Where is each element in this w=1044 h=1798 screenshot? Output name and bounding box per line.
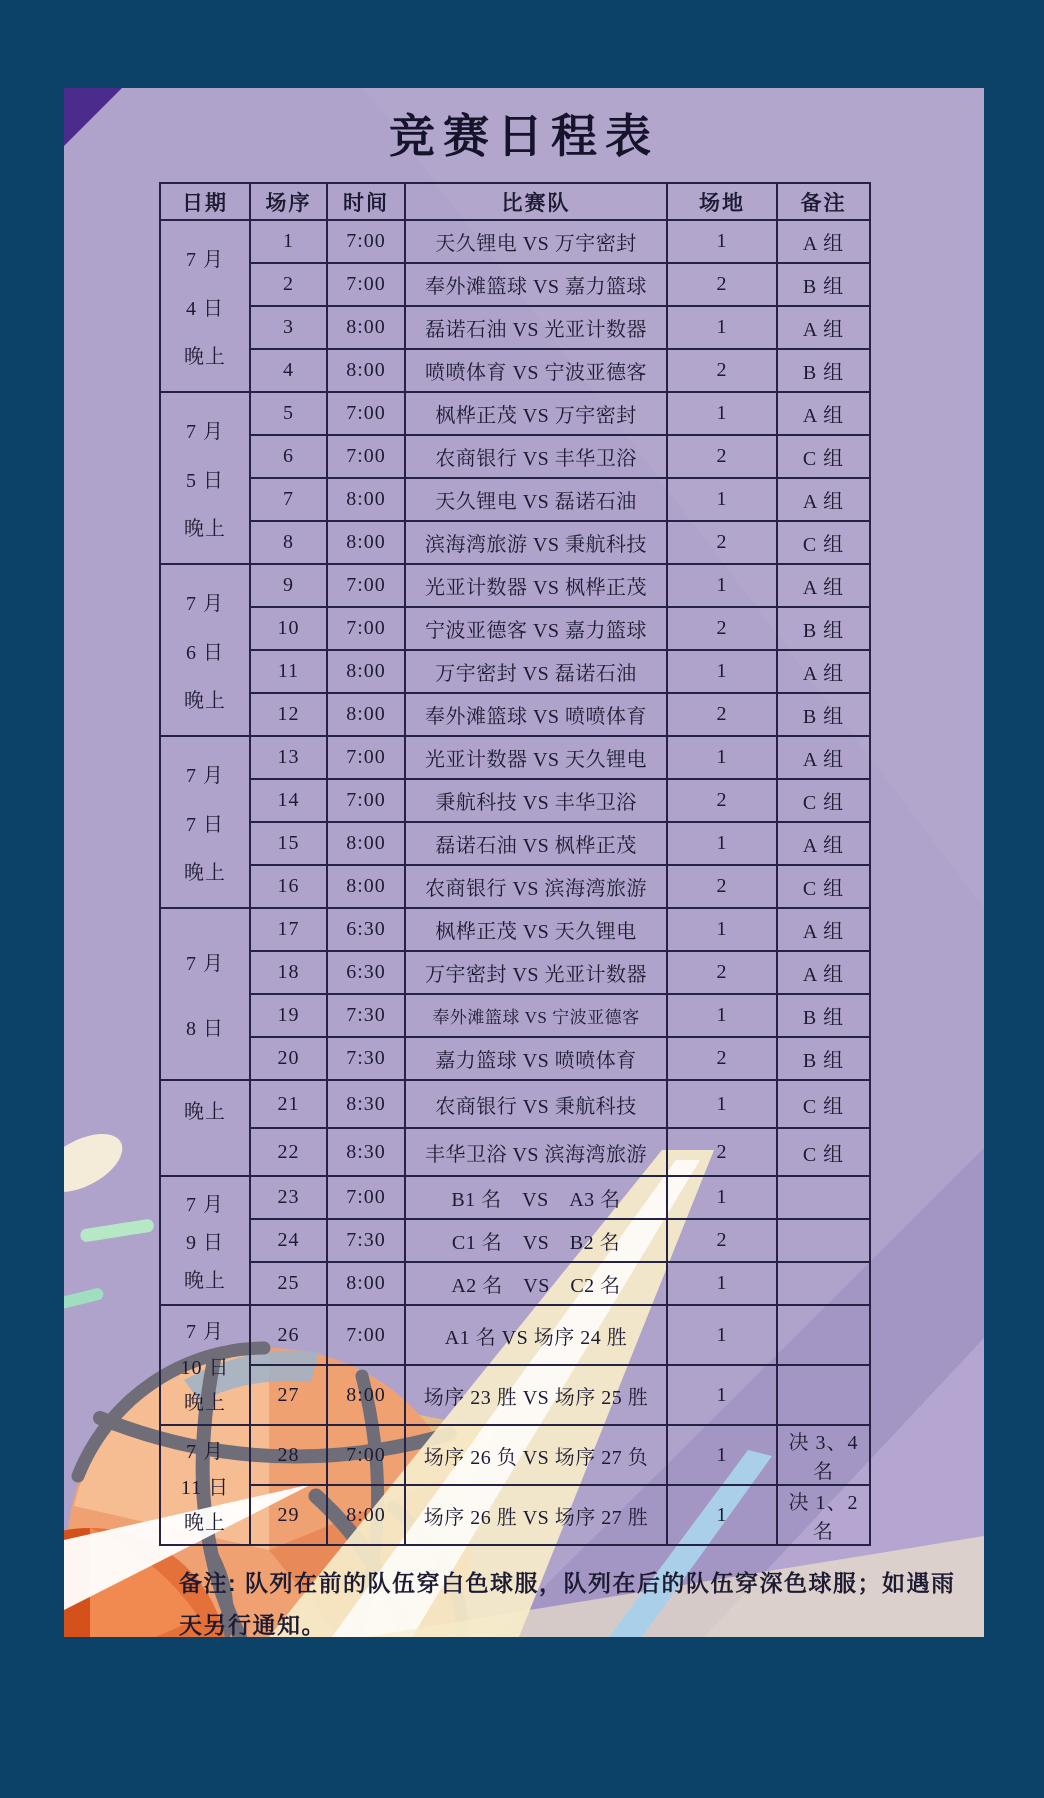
note-cell <box>777 1176 870 1219</box>
date-line: 7 月 <box>186 764 224 787</box>
time-cell: 7:00 <box>327 564 405 607</box>
note-cell <box>777 1219 870 1262</box>
match-no-cell: 27 <box>250 1365 327 1425</box>
date-line: 晚上 <box>184 1512 226 1535</box>
date-cell <box>160 908 250 1080</box>
teams-cell: 天久锂电 VS 万宇密封 <box>405 220 667 263</box>
date-line: 9 日 <box>186 1232 224 1254</box>
table-row <box>160 521 870 564</box>
match-no-cell: 17 <box>250 908 327 951</box>
table-row <box>160 1305 870 1365</box>
table-row <box>160 908 870 951</box>
match-no-cell: 2 <box>250 263 327 306</box>
teams-cell: 万宇密封 VS 磊诺石油 <box>405 650 667 693</box>
court-cell: 1 <box>667 392 777 435</box>
note-cell: A 组 <box>777 822 870 865</box>
table-row <box>160 435 870 478</box>
table-row <box>160 1365 870 1425</box>
note-cell <box>777 1262 870 1305</box>
teams-cell: 农商银行 VS 丰华卫浴 <box>405 435 667 478</box>
match-no-cell: 13 <box>250 736 327 779</box>
table-row <box>160 220 870 263</box>
match-no-cell: 7 <box>250 478 327 521</box>
match-no-cell: 15 <box>250 822 327 865</box>
date-cell <box>160 392 250 564</box>
note-cell: C 组 <box>777 779 870 822</box>
table-row <box>160 1080 870 1128</box>
note-cell: 决 3、4 名 <box>777 1425 870 1485</box>
match-no-cell: 6 <box>250 435 327 478</box>
match-no-cell: 4 <box>250 349 327 392</box>
date-line: 4 日 <box>186 297 224 320</box>
note-cell <box>777 1365 870 1425</box>
match-no-cell: 19 <box>250 994 327 1037</box>
match-no-cell: 5 <box>250 392 327 435</box>
match-no-cell: 26 <box>250 1305 327 1365</box>
court-cell: 2 <box>667 951 777 994</box>
date-line: 晚上 <box>184 1392 226 1415</box>
date-line: 7 月 <box>186 953 224 975</box>
date-line: 5 日 <box>186 469 224 492</box>
teams-cell: A1 名 VS 场序 24 胜 <box>405 1305 667 1365</box>
table-row <box>160 564 870 607</box>
court-cell: 1 <box>667 1485 777 1545</box>
match-no-cell: 24 <box>250 1219 327 1262</box>
match-no-cell: 21 <box>250 1080 327 1128</box>
match-no-cell: 12 <box>250 693 327 736</box>
time-cell: 7:00 <box>327 263 405 306</box>
teams-cell: B1 名 VS A3 名 <box>405 1176 667 1219</box>
note-cell: A 组 <box>777 908 870 951</box>
time-cell: 8:00 <box>327 478 405 521</box>
time-cell: 7:00 <box>327 779 405 822</box>
teams-cell: 滨海湾旅游 VS 秉航科技 <box>405 521 667 564</box>
court-cell: 1 <box>667 1080 777 1128</box>
time-cell: 7:00 <box>327 1425 405 1485</box>
table-row <box>160 349 870 392</box>
table-row <box>160 951 870 994</box>
date-line: 晚上 <box>184 690 226 713</box>
note-cell: A 组 <box>777 736 870 779</box>
court-cell: 1 <box>667 564 777 607</box>
date-line: 晚上 <box>184 518 226 541</box>
note-cell: A 组 <box>777 306 870 349</box>
court-cell: 1 <box>667 220 777 263</box>
note-cell: B 组 <box>777 693 870 736</box>
time-cell: 8:00 <box>327 306 405 349</box>
note-cell <box>777 1305 870 1365</box>
court-cell: 1 <box>667 736 777 779</box>
court-cell: 2 <box>667 607 777 650</box>
court-cell: 2 <box>667 263 777 306</box>
table-row <box>160 306 870 349</box>
date-line: 7 月 <box>186 420 224 443</box>
teams-cell: 磊诺石油 VS 枫桦正茂 <box>405 822 667 865</box>
match-no-cell: 29 <box>250 1485 327 1545</box>
court-cell: 1 <box>667 306 777 349</box>
teams-cell: 奉外滩篮球 VS 喷喷体育 <box>405 693 667 736</box>
match-no-cell: 14 <box>250 779 327 822</box>
column-header-time: 时间 <box>327 183 405 220</box>
note-cell: A 组 <box>777 478 870 521</box>
teams-cell: 天久锂电 VS 磊诺石油 <box>405 478 667 521</box>
teams-cell: 奉外滩篮球 VS 嘉力篮球 <box>405 263 667 306</box>
time-cell: 8:00 <box>327 1262 405 1305</box>
column-header-match-no: 场序 <box>250 183 327 220</box>
date-cell <box>160 1080 250 1176</box>
teams-cell: 场序 23 胜 VS 场序 25 胜 <box>405 1365 667 1425</box>
date-cell <box>160 1176 250 1305</box>
time-cell: 7:00 <box>327 435 405 478</box>
time-cell: 8:30 <box>327 1080 405 1128</box>
court-cell: 2 <box>667 521 777 564</box>
date-line: 11 日 <box>180 1476 230 1499</box>
date-line: 7 日 <box>186 813 224 836</box>
table-row <box>160 865 870 908</box>
date-line: 6 日 <box>186 641 224 664</box>
date-line: 晚上 <box>184 1101 226 1123</box>
court-cell: 2 <box>667 779 777 822</box>
match-no-cell: 8 <box>250 521 327 564</box>
table-row <box>160 1219 870 1262</box>
table-row <box>160 650 870 693</box>
court-cell: 1 <box>667 478 777 521</box>
court-cell: 1 <box>667 1262 777 1305</box>
time-cell: 7:00 <box>327 392 405 435</box>
time-cell: 7:00 <box>327 1305 405 1365</box>
court-cell: 1 <box>667 1176 777 1219</box>
court-cell: 2 <box>667 1219 777 1262</box>
time-cell: 8:00 <box>327 349 405 392</box>
court-cell: 2 <box>667 1037 777 1080</box>
court-cell: 1 <box>667 1365 777 1425</box>
time-cell: 8:00 <box>327 1485 405 1545</box>
table-row <box>160 1262 870 1305</box>
schedule-poster <box>64 88 984 1637</box>
time-cell: 7:30 <box>327 994 405 1037</box>
court-cell: 1 <box>667 822 777 865</box>
time-cell: 8:00 <box>327 1365 405 1425</box>
teams-cell: 嘉力篮球 VS 喷喷体育 <box>405 1037 667 1080</box>
time-cell: 6:30 <box>327 951 405 994</box>
note-cell: C 组 <box>777 1128 870 1176</box>
note-cell: C 组 <box>777 521 870 564</box>
match-no-cell: 18 <box>250 951 327 994</box>
court-cell: 2 <box>667 349 777 392</box>
note-cell: B 组 <box>777 263 870 306</box>
teams-cell: 农商银行 VS 秉航科技 <box>405 1080 667 1128</box>
table-row <box>160 822 870 865</box>
column-header-court: 场地 <box>667 183 777 220</box>
teams-cell: 宁波亚德客 VS 嘉力篮球 <box>405 607 667 650</box>
match-no-cell: 20 <box>250 1037 327 1080</box>
teams-cell: 农商银行 VS 滨海湾旅游 <box>405 865 667 908</box>
time-cell: 7:30 <box>327 1219 405 1262</box>
note-cell: A 组 <box>777 220 870 263</box>
table-row <box>160 779 870 822</box>
match-no-cell: 9 <box>250 564 327 607</box>
table-row <box>160 478 870 521</box>
page-title: 竞赛日程表 <box>389 110 659 162</box>
header-row <box>160 183 870 220</box>
date-cell <box>160 736 250 908</box>
teams-cell: 磊诺石油 VS 光亚计数器 <box>405 306 667 349</box>
date-line: 晚上 <box>184 1270 226 1292</box>
teams-cell: 丰华卫浴 VS 滨海湾旅游 <box>405 1128 667 1176</box>
note-cell: B 组 <box>777 607 870 650</box>
teams-cell: 场序 26 胜 VS 场序 27 胜 <box>405 1485 667 1545</box>
table-row <box>160 1425 870 1485</box>
date-line: 晚上 <box>184 862 226 885</box>
court-cell: 1 <box>667 1425 777 1485</box>
schedule-table <box>159 182 871 1546</box>
time-cell: 7:00 <box>327 736 405 779</box>
date-line: 8 日 <box>186 1018 224 1040</box>
table-row <box>160 392 870 435</box>
court-cell: 2 <box>667 435 777 478</box>
time-cell: 8:00 <box>327 693 405 736</box>
match-no-cell: 16 <box>250 865 327 908</box>
note-cell: C 组 <box>777 1080 870 1128</box>
date-cell <box>160 1305 250 1425</box>
match-no-cell: 3 <box>250 306 327 349</box>
time-cell: 7:00 <box>327 1176 405 1219</box>
match-no-cell: 28 <box>250 1425 327 1485</box>
court-cell: 2 <box>667 693 777 736</box>
time-cell: 7:00 <box>327 220 405 263</box>
footnote: 备注: 队列在前的队伍穿白色球服，队列在后的队伍穿深色球服；如遇雨天另行通知。 <box>179 1570 956 1637</box>
date-line: 7 月 <box>186 1194 224 1216</box>
table-row <box>160 263 870 306</box>
match-no-cell: 11 <box>250 650 327 693</box>
column-header-note: 备注 <box>777 183 870 220</box>
date-line: 7 月 <box>186 1320 224 1343</box>
note-cell: B 组 <box>777 349 870 392</box>
teams-cell: A2 名 VS C2 名 <box>405 1262 667 1305</box>
time-cell: 8:30 <box>327 1128 405 1176</box>
date-cell <box>160 564 250 736</box>
note-cell: C 组 <box>777 865 870 908</box>
note-cell: A 组 <box>777 564 870 607</box>
teams-cell: 喷喷体育 VS 宁波亚德客 <box>405 349 667 392</box>
note-cell: A 组 <box>777 650 870 693</box>
table-row <box>160 1037 870 1080</box>
match-no-cell: 23 <box>250 1176 327 1219</box>
date-line: 晚上 <box>184 346 226 369</box>
teams-cell: 万宇密封 VS 光亚计数器 <box>405 951 667 994</box>
match-no-cell: 22 <box>250 1128 327 1176</box>
match-no-cell: 1 <box>250 220 327 263</box>
teams-cell: 枫桦正茂 VS 天久锂电 <box>405 908 667 951</box>
date-line: 10 日 <box>180 1356 230 1379</box>
note-cell: A 组 <box>777 951 870 994</box>
court-cell: 1 <box>667 650 777 693</box>
teams-cell: 奉外滩篮球 VS 宁波亚德客 <box>405 994 667 1037</box>
time-cell: 7:00 <box>327 607 405 650</box>
table-row <box>160 994 870 1037</box>
court-cell: 2 <box>667 1128 777 1176</box>
time-cell: 8:00 <box>327 521 405 564</box>
time-cell: 8:00 <box>327 865 405 908</box>
table-row <box>160 1485 870 1545</box>
note-cell: C 组 <box>777 435 870 478</box>
teams-cell: 秉航科技 VS 丰华卫浴 <box>405 779 667 822</box>
table-row <box>160 693 870 736</box>
teams-cell: 枫桦正茂 VS 万宇密封 <box>405 392 667 435</box>
note-cell: B 组 <box>777 994 870 1037</box>
table-header <box>160 183 870 220</box>
time-cell: 8:00 <box>327 650 405 693</box>
date-line: 7 月 <box>186 1440 224 1463</box>
date-cell <box>160 220 250 392</box>
note-cell: 决 1、2 名 <box>777 1485 870 1545</box>
table-row <box>160 736 870 779</box>
court-cell: 1 <box>667 908 777 951</box>
time-cell: 6:30 <box>327 908 405 951</box>
table-row <box>160 607 870 650</box>
date-line: 7 月 <box>186 592 224 615</box>
date-line: 7 月 <box>186 248 224 271</box>
time-cell: 7:30 <box>327 1037 405 1080</box>
time-cell: 8:00 <box>327 822 405 865</box>
match-no-cell: 25 <box>250 1262 327 1305</box>
court-cell: 1 <box>667 1305 777 1365</box>
table-row <box>160 1128 870 1176</box>
match-no-cell: 10 <box>250 607 327 650</box>
teams-cell: C1 名 VS B2 名 <box>405 1219 667 1262</box>
teams-cell: 光亚计数器 VS 枫桦正茂 <box>405 564 667 607</box>
court-cell: 1 <box>667 994 777 1037</box>
table-row <box>160 1176 870 1219</box>
teams-cell: 光亚计数器 VS 天久锂电 <box>405 736 667 779</box>
teams-cell: 场序 26 负 VS 场序 27 负 <box>405 1425 667 1485</box>
column-header-teams: 比赛队 <box>405 183 667 220</box>
note-cell: A 组 <box>777 392 870 435</box>
court-cell: 2 <box>667 865 777 908</box>
note-cell: B 组 <box>777 1037 870 1080</box>
column-header-date: 日期 <box>160 183 250 220</box>
date-cell <box>160 1425 250 1545</box>
